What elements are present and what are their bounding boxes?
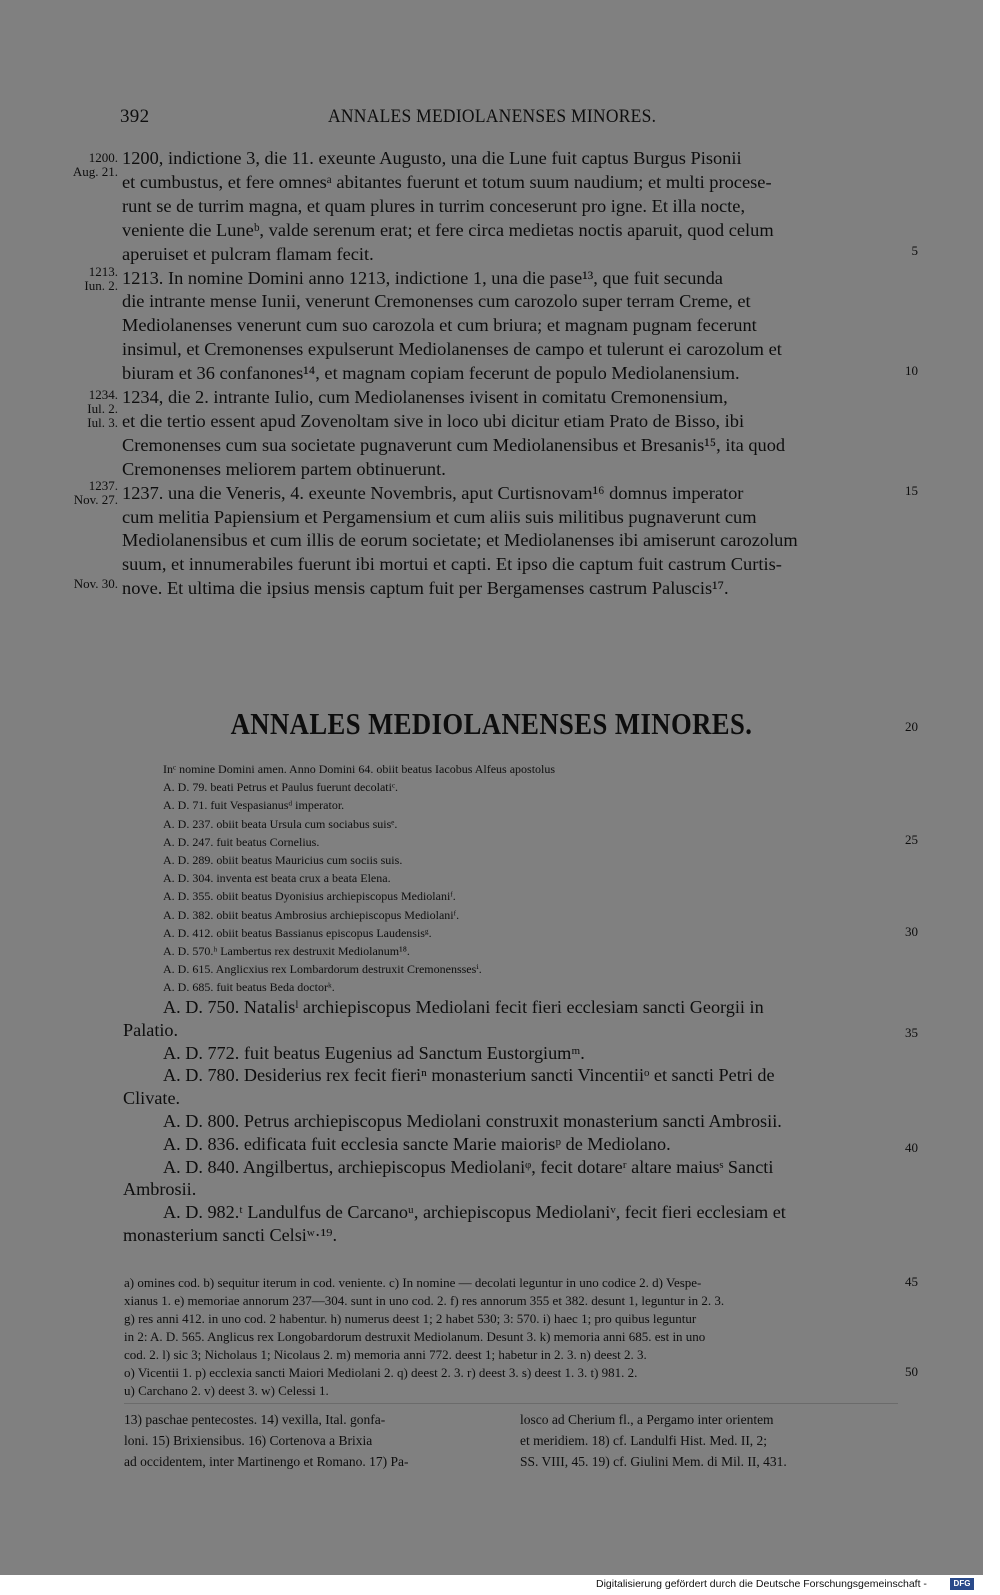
annal-entry: A. D. 71. fuit Vespasianusᵈ imperator.	[163, 798, 345, 813]
line-number: 20	[905, 719, 918, 734]
text-line: et cumbustus, et fere omnesᵃ abitantes fuerunt et totum suum naudium; et multi procese-	[122, 171, 772, 192]
footnote-line: et meridiem. 18) cf. Landulfi Hist. Med. II, 2;	[520, 1432, 768, 1448]
margin-date: Nov. 30.	[73, 576, 118, 591]
annal-entry: A. D. 382. obiit beatus Ambrosius archiepiscopus Mediolaniᶠ.	[163, 907, 460, 922]
footnote-line: loni. 15) Brixiensibus. 16) Cortenova a Brixia	[124, 1432, 373, 1448]
annal-entry: A. D. 836. edificata fuit ecclesia sancte Marie maiorisᵖ de Mediolano.	[163, 1133, 671, 1154]
critical-note: cod. 2. l) sic 3; Nicholaus 1; Nicolaus 2. m) memoria anni 772. deest 1; habetur in 2. 3. n) deest 2. 3.	[124, 1347, 647, 1362]
critical-note: in 2: A. D. 565. Anglicus rex Longobardorum destruxit Mediolanum. Desunt 3. k) memoria anni 685. est in uno	[124, 1329, 706, 1344]
text-line: suum, et innumerabiles fuerunt ibi mortui et capti. Et ipso die captum fuit castrum Curtis-	[122, 554, 782, 575]
annal-entry: Inᶜ nomine Domini amen. Anno Domini 64. obiit beatus Iacobus Alfeus apostolus	[163, 762, 556, 776]
annal-entry: A. D. 79. beati Petrus et Paulus fuerunt decolatiᶜ.	[163, 780, 399, 795]
annal-entry: A. D. 237. obiit beata Ursula cum sociabus suisᵉ.	[163, 816, 398, 831]
line-number: 25	[905, 832, 918, 847]
annal-entry: A. D. 615. Anglicxius rex Lombardorum destruxit Cremonenssesⁱ.	[163, 962, 482, 977]
text-line: Cremonenses meliorem partem obtinuerunt.	[122, 458, 446, 479]
footnote-line: SS. VIII, 45. 19) cf. Giulini Mem. di Mil. II, 431.	[520, 1453, 787, 1469]
text-line: 1234, die 2. intrante Iulio, cum Mediolanenses ivisent in comitatu Cremonensium,	[122, 387, 728, 407]
annal-entry: monasterium sancti Celsiʷ·¹⁹.	[123, 1225, 338, 1245]
text-line: runt se de turrim magna, et quam plures in turrim conceserunt pro igne. Et illa nocte,	[122, 195, 746, 216]
line-number: 45	[905, 1274, 918, 1289]
line-number: 15	[905, 483, 918, 498]
text-line: Mediolanensibus et cum illis de eorum societate; et Mediolanenses ibi amiserunt carozolum	[122, 530, 798, 551]
margin-date: 1213. Iun. 2.	[84, 264, 118, 293]
annal-entry: A. D. 304. inventa est beata crux a beata Elena.	[163, 871, 391, 886]
running-title: ANNALES MEDIOLANENSES MINORES.	[328, 106, 657, 127]
footnote-line: 13) paschae pentecostes. 14) vexilla, Ital. gonfa-	[124, 1412, 386, 1427]
margin-date: 1237. Nov. 27.	[73, 478, 118, 507]
annal-entry: A. D. 780. Desiderius rex fecit fieriⁿ monasterium sancti Vincentiiᵒ et sancti Petri de	[163, 1065, 775, 1086]
critical-note: a) omines cod. b) sequitur iterum in cod. veniente. c) In nomine — decolati leguntur in uno codice 2. d) Vespe-	[124, 1275, 702, 1290]
line-number: 10	[905, 363, 918, 378]
annal-entry: A. D. 355. obiit beatus Dyonisius archiepiscopus Mediolaniᶠ.	[163, 889, 456, 904]
annal-entry: A. D. 840. Angilbertus, archiepiscopus Mediolaniᵠ, fecit dotareʳ altare maiusˢ Sancti	[163, 1156, 774, 1177]
critical-note: o) Vicentii 1. p) ecclexia sancti Maiori Mediolani 2. q) deest 2. 3. r) deest 3. s) deest 1. 3. t) 981. 2.	[124, 1365, 638, 1380]
line-number: 40	[905, 1140, 918, 1155]
annal-entry: A. D. 247. fuit beatus Cornelius.	[163, 834, 320, 849]
text-line: et die tertio essent apud Zovenoltam sive in loco ubi dicitur etiam Prato de Bisso, ibi	[122, 410, 745, 431]
text-line: 1213. In nomine Domini anno 1213, indictione 1, una die pase¹³, que fuit secunda	[122, 267, 723, 288]
text-line: die intrante mense Iunii, venerunt Cremonenses cum carozolo super terram Creme, et	[122, 291, 751, 312]
annal-entry: A. D. 800. Petrus archiepiscopus Mediolani construxit monasterium sancti Ambrosii.	[163, 1111, 782, 1131]
annal-entry: Ambrosii.	[123, 1179, 197, 1200]
text-line: aperuiset et pulcram flamam fecit.	[122, 243, 374, 264]
text-line: insimul, et Cremonenses expulserunt Mediolanenses de campo et tulerunt ei carozolum et	[122, 339, 782, 360]
annal-entry: A. D. 289. obiit beatus Mauricius cum sociis suis.	[163, 853, 403, 867]
annal-entry: A. D. 570.ʰ Lambertus rex destruxit Mediolanum¹⁸.	[163, 944, 410, 958]
annal-entry: A. D. 412. obiit beatus Bassianus episcopus Laudensisᵍ.	[163, 925, 432, 940]
critical-note: u) Carchano 2. v) deest 3. w) Celessi 1.	[124, 1383, 329, 1398]
annal-entry: A. D. 982.ᵗ Landulfus de Carcanoᵘ, archiepiscopus Mediolaniᵛ, fecit fieri ecclesiam et	[163, 1202, 786, 1223]
text-line: 1200, indictione 3, die 11. exeunte Augusto, una die Lune fuit captus Burgus Pisonii	[122, 148, 742, 168]
line-number: 30	[905, 924, 918, 939]
footnote-divider	[124, 1403, 898, 1404]
annal-entry: A. D. 772. fuit beatus Eugenius ad Sanctum Eustorgiumᵐ.	[163, 1042, 585, 1063]
annal-entry: Palatio.	[123, 1019, 179, 1040]
margin-date: 1234. Iul. 2. Iul. 3.	[87, 387, 118, 430]
text-line: 1237. una die Veneris, 4. exeunte Novembris, aput Curtisnovam¹⁶ domnus imperator	[122, 482, 744, 503]
line-number: 35	[905, 1025, 918, 1040]
annal-entry: Clivate.	[123, 1088, 181, 1109]
line-number: 5	[911, 243, 918, 258]
page-number: 392	[120, 106, 150, 127]
annal-entry: A. D. 750. Natalisˡ archiepiscopus Mediolani fecit fieri ecclesiam sancti Georgii in	[163, 997, 764, 1017]
text-line: Cremonenses cum sua societate pugnaverunt cum Mediolanensibus et Bresanis¹⁵, ita quod	[122, 434, 786, 455]
footer-credit: Digitalisierung gefördert durch die Deutsche Forschungsgemeinschaft -	[596, 1578, 927, 1590]
annal-entry: A. D. 685. fuit beatus Beda doctorᵏ.	[163, 980, 335, 995]
footnote-line: ad occidentem, inter Martinengo et Romano. 17) Pa-	[124, 1453, 409, 1469]
section-title: ANNALES MEDIOLANENSES MINORES.	[230, 706, 753, 741]
margin-date: 1200. Aug. 21.	[72, 150, 118, 179]
text-line: cum melitia Papiensium et Pergamensium et cum aliis suis militibus pugnaverunt cum	[122, 506, 757, 527]
critical-note: xianus 1. e) memoriae annorum 237—304. sunt in uno cod. 2. f) res annorum 355 et 382. desunt 1, leguntur in 2. 3.	[124, 1293, 725, 1308]
text-line: nove. Et ultima die ipsius mensis captum fuit per Bergamenses castrum Paluscis¹⁷.	[122, 578, 729, 599]
dfg-logo: DFG	[950, 1578, 974, 1590]
line-number: 50	[905, 1364, 918, 1379]
critical-note: g) res anni 412. in uno cod. 2 habentur. h) numerus deest 1; 2 habet 530; 3: 570. i) haec 1; pro quibus leguntur	[124, 1311, 697, 1326]
text-line: Mediolanenses venerunt cum suo carozola et cum briura; et magnam pugnam fecerunt	[122, 315, 757, 336]
text-line: biuram et 36 confanones¹⁴, et magnam copiam fecerunt de populo Mediolanensium.	[122, 363, 740, 384]
footnote-line: losco ad Cherium fl., a Pergamo inter orientem	[520, 1412, 774, 1427]
text-line: veniente die Luneᵇ, valde serenum erat; et fere circa medietas noctis aparuit, quod celum	[122, 219, 774, 240]
